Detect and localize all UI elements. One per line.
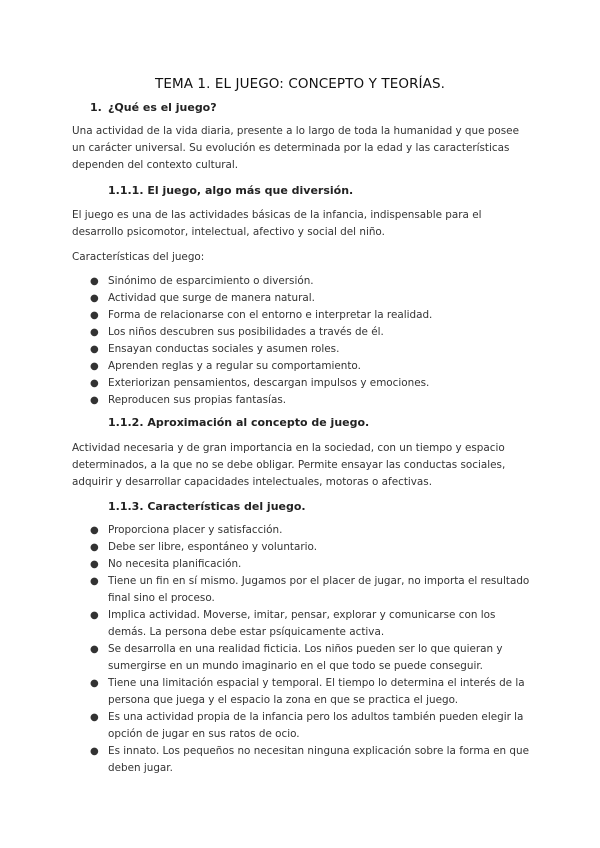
subsection2-paragraph: Actividad necesaria y de gran importancia en la sociedad, con un tiempo y espacio determinados, a la que no se debe obligar. Permite ensayar las conductas sociales, adquirir y desarrollar capacidades intelectuales, motoras o afectivas. (72, 442, 506, 488)
bullet-icon: ● (90, 542, 99, 553)
bullet-icon: ● (90, 327, 99, 338)
section1-paragraph: Una actividad de la vida diaria, presente a lo largo de toda la humanidad y que posee un carácter universal. Su evolución es determinada por la edad y las características dependen del contexto cultural. (72, 125, 519, 171)
list-item: ● Forma de relacionarse con el entorno e interpretar la realidad. (90, 307, 530, 324)
subsection1-paragraph: El juego es una de las actividades básicas de la infancia, indispensable para el desarrollo psicomotor, intelectual, afectivo y social del niño. (72, 209, 482, 238)
list-item: ● Debe ser libre, espontáneo y voluntario. (90, 539, 530, 556)
bullet-icon: ● (90, 276, 99, 287)
list-item: ● Tiene una limitación espacial y temporal. El tiempo lo determina el interés de la persona que juega y el espacio la zona en que se practica el juego. (90, 677, 525, 706)
characteristics-list-2 (90, 522, 530, 777)
list-item: ● Es una actividad propia de la infancia pero los adultos también pueden elegir la opción de jugar en sus ratos de ocio. (90, 711, 524, 740)
section-heading-1 (90, 101, 217, 114)
list-item: ● Los niños descubren sus posibilidades a través de él. (90, 324, 530, 341)
list-item: ● Se desarrolla en una realidad ficticia. Los niños pueden ser lo que quieran y sumergirse en un mundo imaginario en el que todo se puede conseguir. (90, 643, 503, 672)
bullet-icon: ● (90, 712, 99, 723)
list-item: ● Es innato. Los pequeños no necesitan ninguna explicación sobre la forma en que deben jugar. (90, 745, 529, 774)
subsection-heading-1-1-1: 1.1.1. El juego, algo más que diversión. (108, 184, 354, 197)
list-item: ● Reproducen sus propias fantasías. (90, 392, 530, 409)
subsection-heading-1-1-3: 1.1.3. Características del juego. (108, 500, 306, 513)
subsection-heading-1-1-2: 1.1.2. Aproximación al concepto de juego. (108, 416, 370, 429)
list-item: ● Ensayan conductas sociales y asumen roles. (90, 341, 530, 358)
bullet-icon: ● (90, 525, 99, 536)
bullet-icon: ● (90, 293, 99, 304)
document-title: TEMA 1. EL JUEGO: CONCEPTO Y TEORÍAS. (154, 76, 446, 92)
bullet-icon: ● (90, 361, 99, 372)
list-intro: Características del juego: (72, 251, 205, 263)
bullet-icon: ● (90, 344, 99, 355)
list-item: ● Actividad que surge de manera natural. (90, 290, 530, 307)
section-number: 1. (90, 101, 102, 114)
bullet-icon: ● (90, 610, 99, 621)
bullet-icon: ● (90, 559, 99, 570)
list-item: ● Sinónimo de esparcimiento o diversión. (90, 273, 530, 290)
list-item: ● Tiene un fin en sí mismo. Jugamos por el placer de jugar, no importa el resultado final sino el proceso. (90, 575, 530, 604)
bullet-icon: ● (90, 576, 99, 587)
bullet-icon: ● (90, 395, 99, 406)
bullet-icon: ● (90, 310, 99, 321)
section-heading-text: ¿Qué es el juego? (108, 101, 217, 114)
bullet-icon: ● (90, 678, 99, 689)
list-item: ● No necesita planificación. (90, 556, 530, 573)
list-item: ● Proporciona placer y satisfacción. (90, 522, 530, 539)
list-item: ● Aprenden reglas y a regular su comportamiento. (90, 358, 530, 375)
bullet-icon: ● (90, 746, 99, 757)
list-item: ● Implica actividad. Moverse, imitar, pensar, explorar y comunicarse con los demás. La persona debe estar psíquicamente activa. (90, 609, 496, 638)
characteristics-list-1 (90, 273, 530, 409)
list-item: ● Exteriorizan pensamientos, descargan impulsos y emociones. (90, 375, 530, 392)
bullet-icon: ● (90, 644, 99, 655)
bullet-icon: ● (90, 378, 99, 389)
